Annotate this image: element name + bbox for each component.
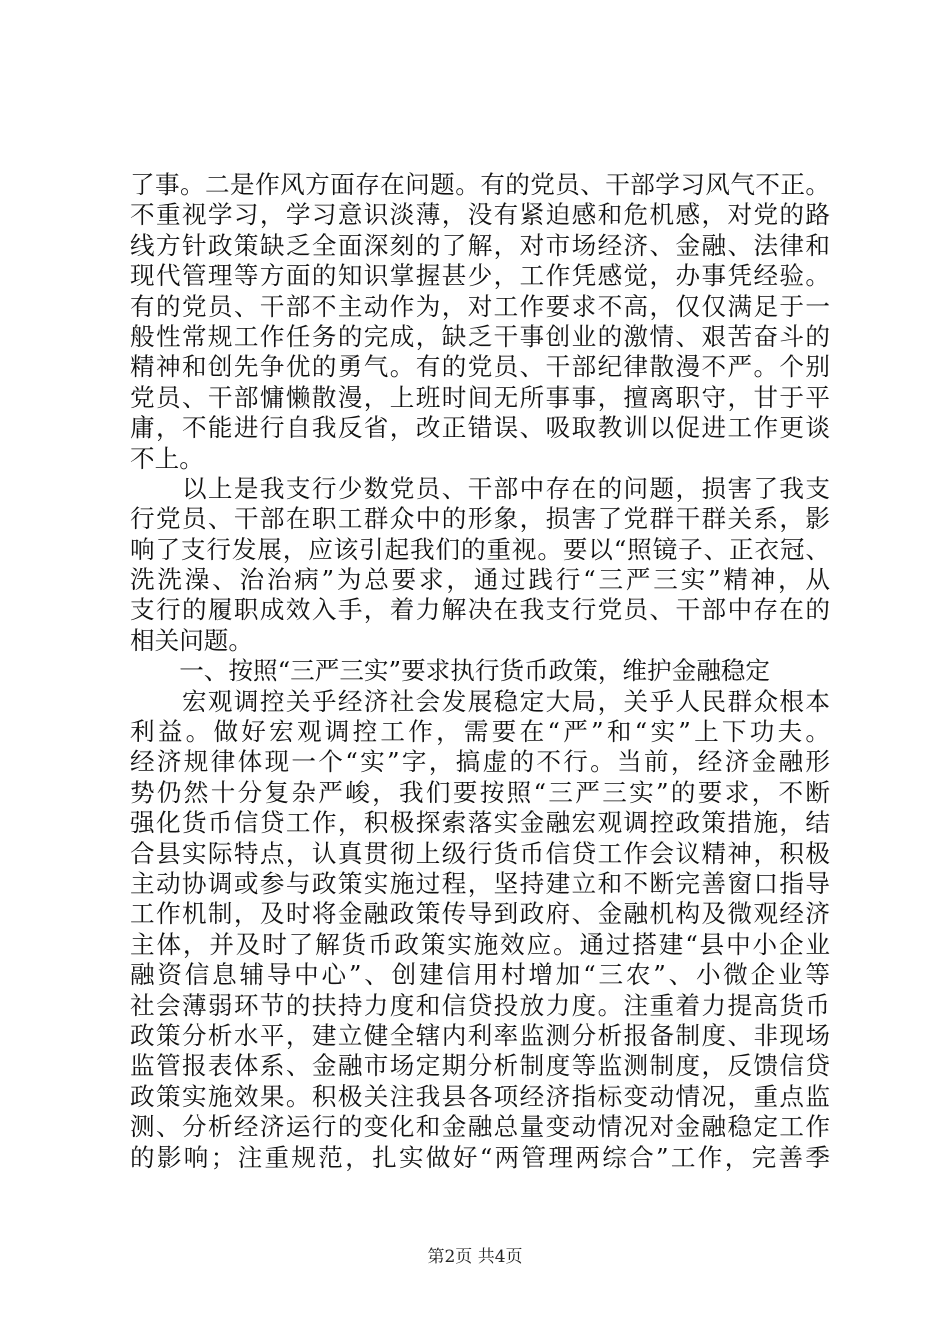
text-line: 以上是我支行少数党员、干部中存在的问题，损害了我支 — [130, 473, 830, 503]
page-footer: 第2页 共4页 — [427, 1247, 523, 1267]
text-line: 监管报表体系、金融市场定期分析制度等监测制度，反馈信贷 — [130, 1051, 830, 1081]
text-line: 工作机制，及时将金融政策传导到政府、金融机构及微观经济 — [130, 899, 830, 929]
text-line: 行党员、干部在职工群众中的形象，损害了党群干群关系，影 — [130, 504, 830, 534]
text-line: 不上。 — [130, 443, 204, 473]
text-line: 般性常规工作任务的完成，缺乏干事创业的激情、艰苦奋斗的 — [130, 321, 830, 351]
text-line: 社会薄弱环节的扶持力度和信贷投放力度。注重着力提高货币 — [130, 990, 830, 1020]
text-line: 有的党员、干部不主动作为，对工作要求不高，仅仅满足于一 — [130, 291, 830, 321]
text-line: 融资信息辅导中心”、创建信用村增加“三农”、小微企业等 — [130, 960, 830, 990]
text-line: 主动协调或参与政策实施过程，坚持建立和不断完善窗口指导 — [130, 868, 830, 898]
text-line: 了事。二是作风方面存在问题。有的党员、干部学习风气不正。 — [130, 170, 830, 199]
text-line: 政策分析水平，建立健全辖内利率监测分析报备制度、非现场 — [130, 1020, 830, 1050]
document-body — [130, 170, 830, 1173]
text-line: 一、按照“三严三实”要求执行货币政策，维护金融稳定 — [130, 656, 770, 686]
text-line: 现代管理等方面的知识掌握甚少，工作凭感觉，办事凭经验。 — [130, 261, 830, 291]
text-line: 政策实施效果。积极关注我县各项经济指标变动情况，重点监 — [130, 1081, 830, 1111]
text-line: 相关问题。 — [130, 625, 253, 655]
text-line: 强化货币信贷工作，积极探索落实金融宏观调控政策措施，结 — [130, 808, 830, 838]
text-line: 响了支行发展，应该引起我们的重视。要以“照镜子、正衣冠、 — [130, 534, 830, 564]
text-line: 洗洗澡、治治病”为总要求，通过践行“三严三实”精神，从 — [130, 565, 830, 595]
text-line: 测、分析经济运行的变化和金融总量变动情况对金融稳定工作 — [130, 1112, 830, 1142]
text-line: 线方针政策缺乏全面深刻的了解，对市场经济、金融、法律和 — [130, 230, 830, 260]
text-line: 的影响；注重规范，扎实做好“两管理两综合”工作，完善季 — [130, 1142, 830, 1172]
text-line: 主体，并及时了解货币政策实施效应。通过搭建“县中小企业 — [130, 929, 830, 959]
text-line: 庸，不能进行自我反省，改正错误、吸取教训以促进工作更谈 — [130, 413, 830, 443]
text-line: 精神和创先争优的勇气。有的党员、干部纪律散漫不严。个别 — [130, 352, 830, 382]
text-line: 宏观调控关乎经济社会发展稳定大局，关乎人民群众根本 — [130, 686, 830, 716]
text-line: 利益。做好宏观调控工作，需要在“严”和“实”上下功夫。 — [130, 717, 830, 747]
text-line: 势仍然十分复杂严峻，我们要按照“三严三实”的要求，不断 — [130, 777, 830, 807]
text-line: 经济规律体现一个“实”字，搞虚的不行。当前，经济金融形 — [130, 747, 830, 777]
text-line: 合县实际特点，认真贯彻上级行货币信贷工作会议精神，积极 — [130, 838, 830, 868]
text-line: 支行的履职成效入手，着力解决在我支行党员、干部中存在的 — [130, 595, 830, 625]
text-line: 不重视学习，学习意识淡薄，没有紧迫感和危机感，对党的路 — [130, 200, 830, 230]
text-line: 党员、干部慵懒散漫，上班时间无所事事，擅离职守，甘于平 — [130, 382, 830, 412]
